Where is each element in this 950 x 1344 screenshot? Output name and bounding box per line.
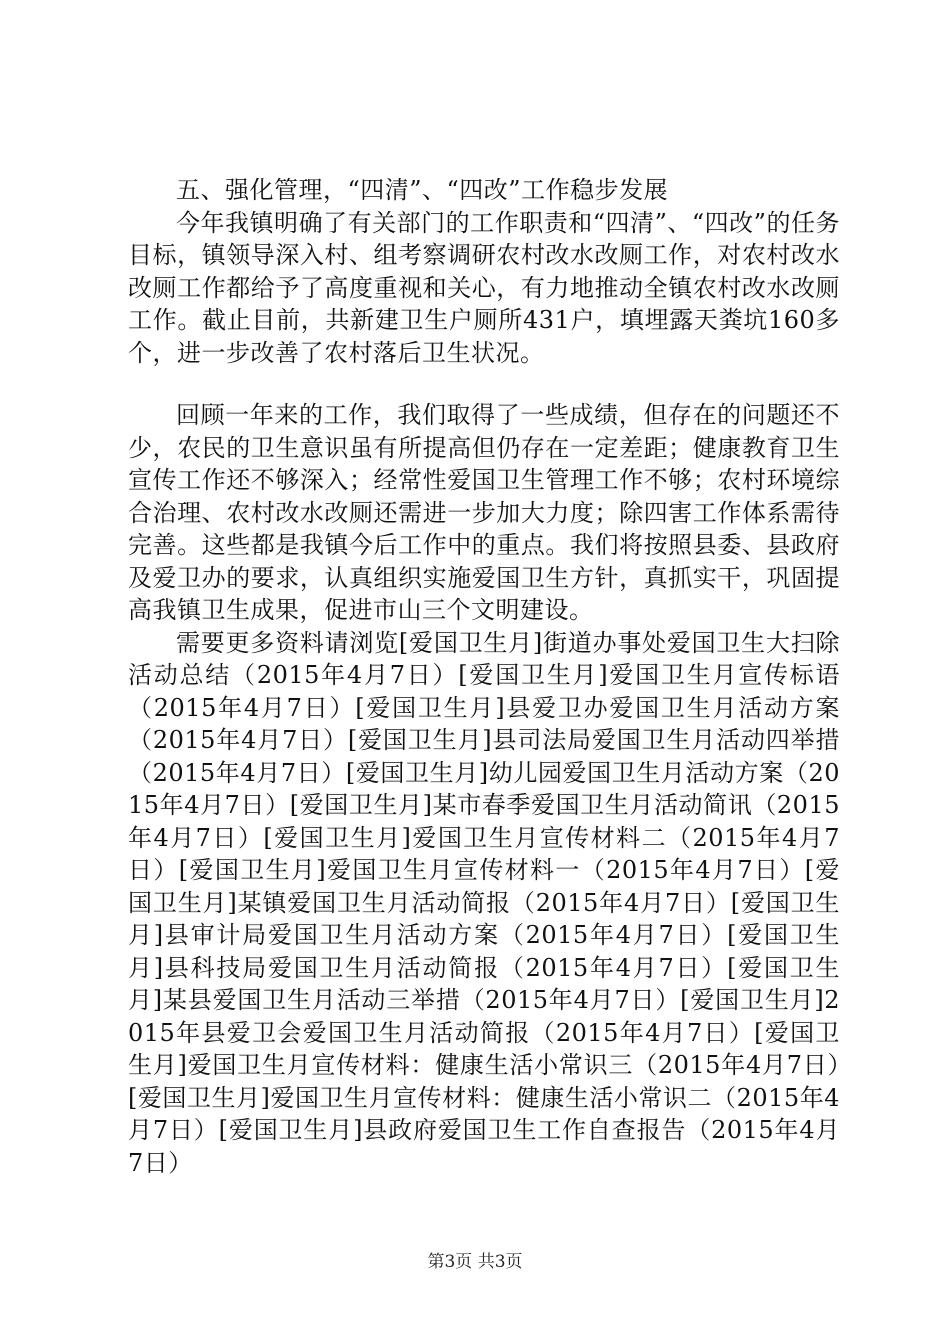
page-number-footer: 第3页 共3页 [427,1252,523,1272]
paragraph-related-resources: 需要更多资料请浏览[爱国卫生月]街道办事处爱国卫生大扫除活动总结（2015年4月7日）[爱国卫生月]爱国卫生月宣传标语（2015年4月7日）[爱国卫生月]县爱卫办爱国卫生月活动方案（2015年4月7日）[爱国卫生月]县司法局爱国卫生月活动四举措（2015年4月7日）[爱国卫生月]幼儿园爱国卫生月活动方案（2015年4月7日）[爱国卫生月]某市春季爱国卫生月活动简讯（2015年4月7日）[爱国卫生月]爱国卫生月宣传材料二（2015年4月7日）[爱国卫生月]爱国卫生月宣传材料一（2015年4月7日）[爱国卫生月]某镇爱国卫生月活动简报（2015年4月7日）[爱国卫生月]县审计局爱国卫生月活动方案（2015年4月7日）[爱国卫生月]县科技局爱国卫生月活动简报（2015年4月7日）[爱国卫生月]某县爱国卫生月活动三举措（2015年4月7日）[爱国卫生月]2015年县爱卫会爱国卫生月活动简报（2015年4月7日）[爱国卫生月]爱国卫生月宣传材料：健康生活小常识三（2015年4月7日）[爱国卫生月]爱国卫生月宣传材料：健康生活小常识二（2015年4月7日）[爱国卫生月]县政府爱国卫生工作自查报告（2015年4月7日） [128,628,840,1177]
section-heading: 五、强化管理，“四清”、“四改”工作稳步发展 [176,176,669,204]
paragraph-annual-review: 回顾一年来的工作，我们取得了一些成绩，但存在的问题还不少，农民的卫生意识虽有所提高但仍存在一定差距；健康教育卫生宣传工作还不够深入；经常性爱国卫生管理工作不够；农村环境综合治理、农村改水改厕还需进一步加大力度；除四害工作体系需待完善。这些都是我镇今后工作中的重点。我们将按照县委、县政府及爱卫办的要求，认真组织实施爱国卫生方针，真抓实干，巩固提高我镇卫生成果，促进市山三个文明建设。 [128,401,840,624]
document-body [128,174,840,1179]
paragraph-sanitation-progress: 今年我镇明确了有关部门的工作职责和“四清”、“四改”的任务目标，镇领导深入村、组考察调研农村改水改厕工作，对农村改水改厕工作都给予了高度重视和关心，有力地推动全镇农村改水改厕工作。截止目前，共新建卫生户厕所431户，填埋露天粪坑160多个，进一步改善了农村落后卫生状况。 [128,208,840,367]
